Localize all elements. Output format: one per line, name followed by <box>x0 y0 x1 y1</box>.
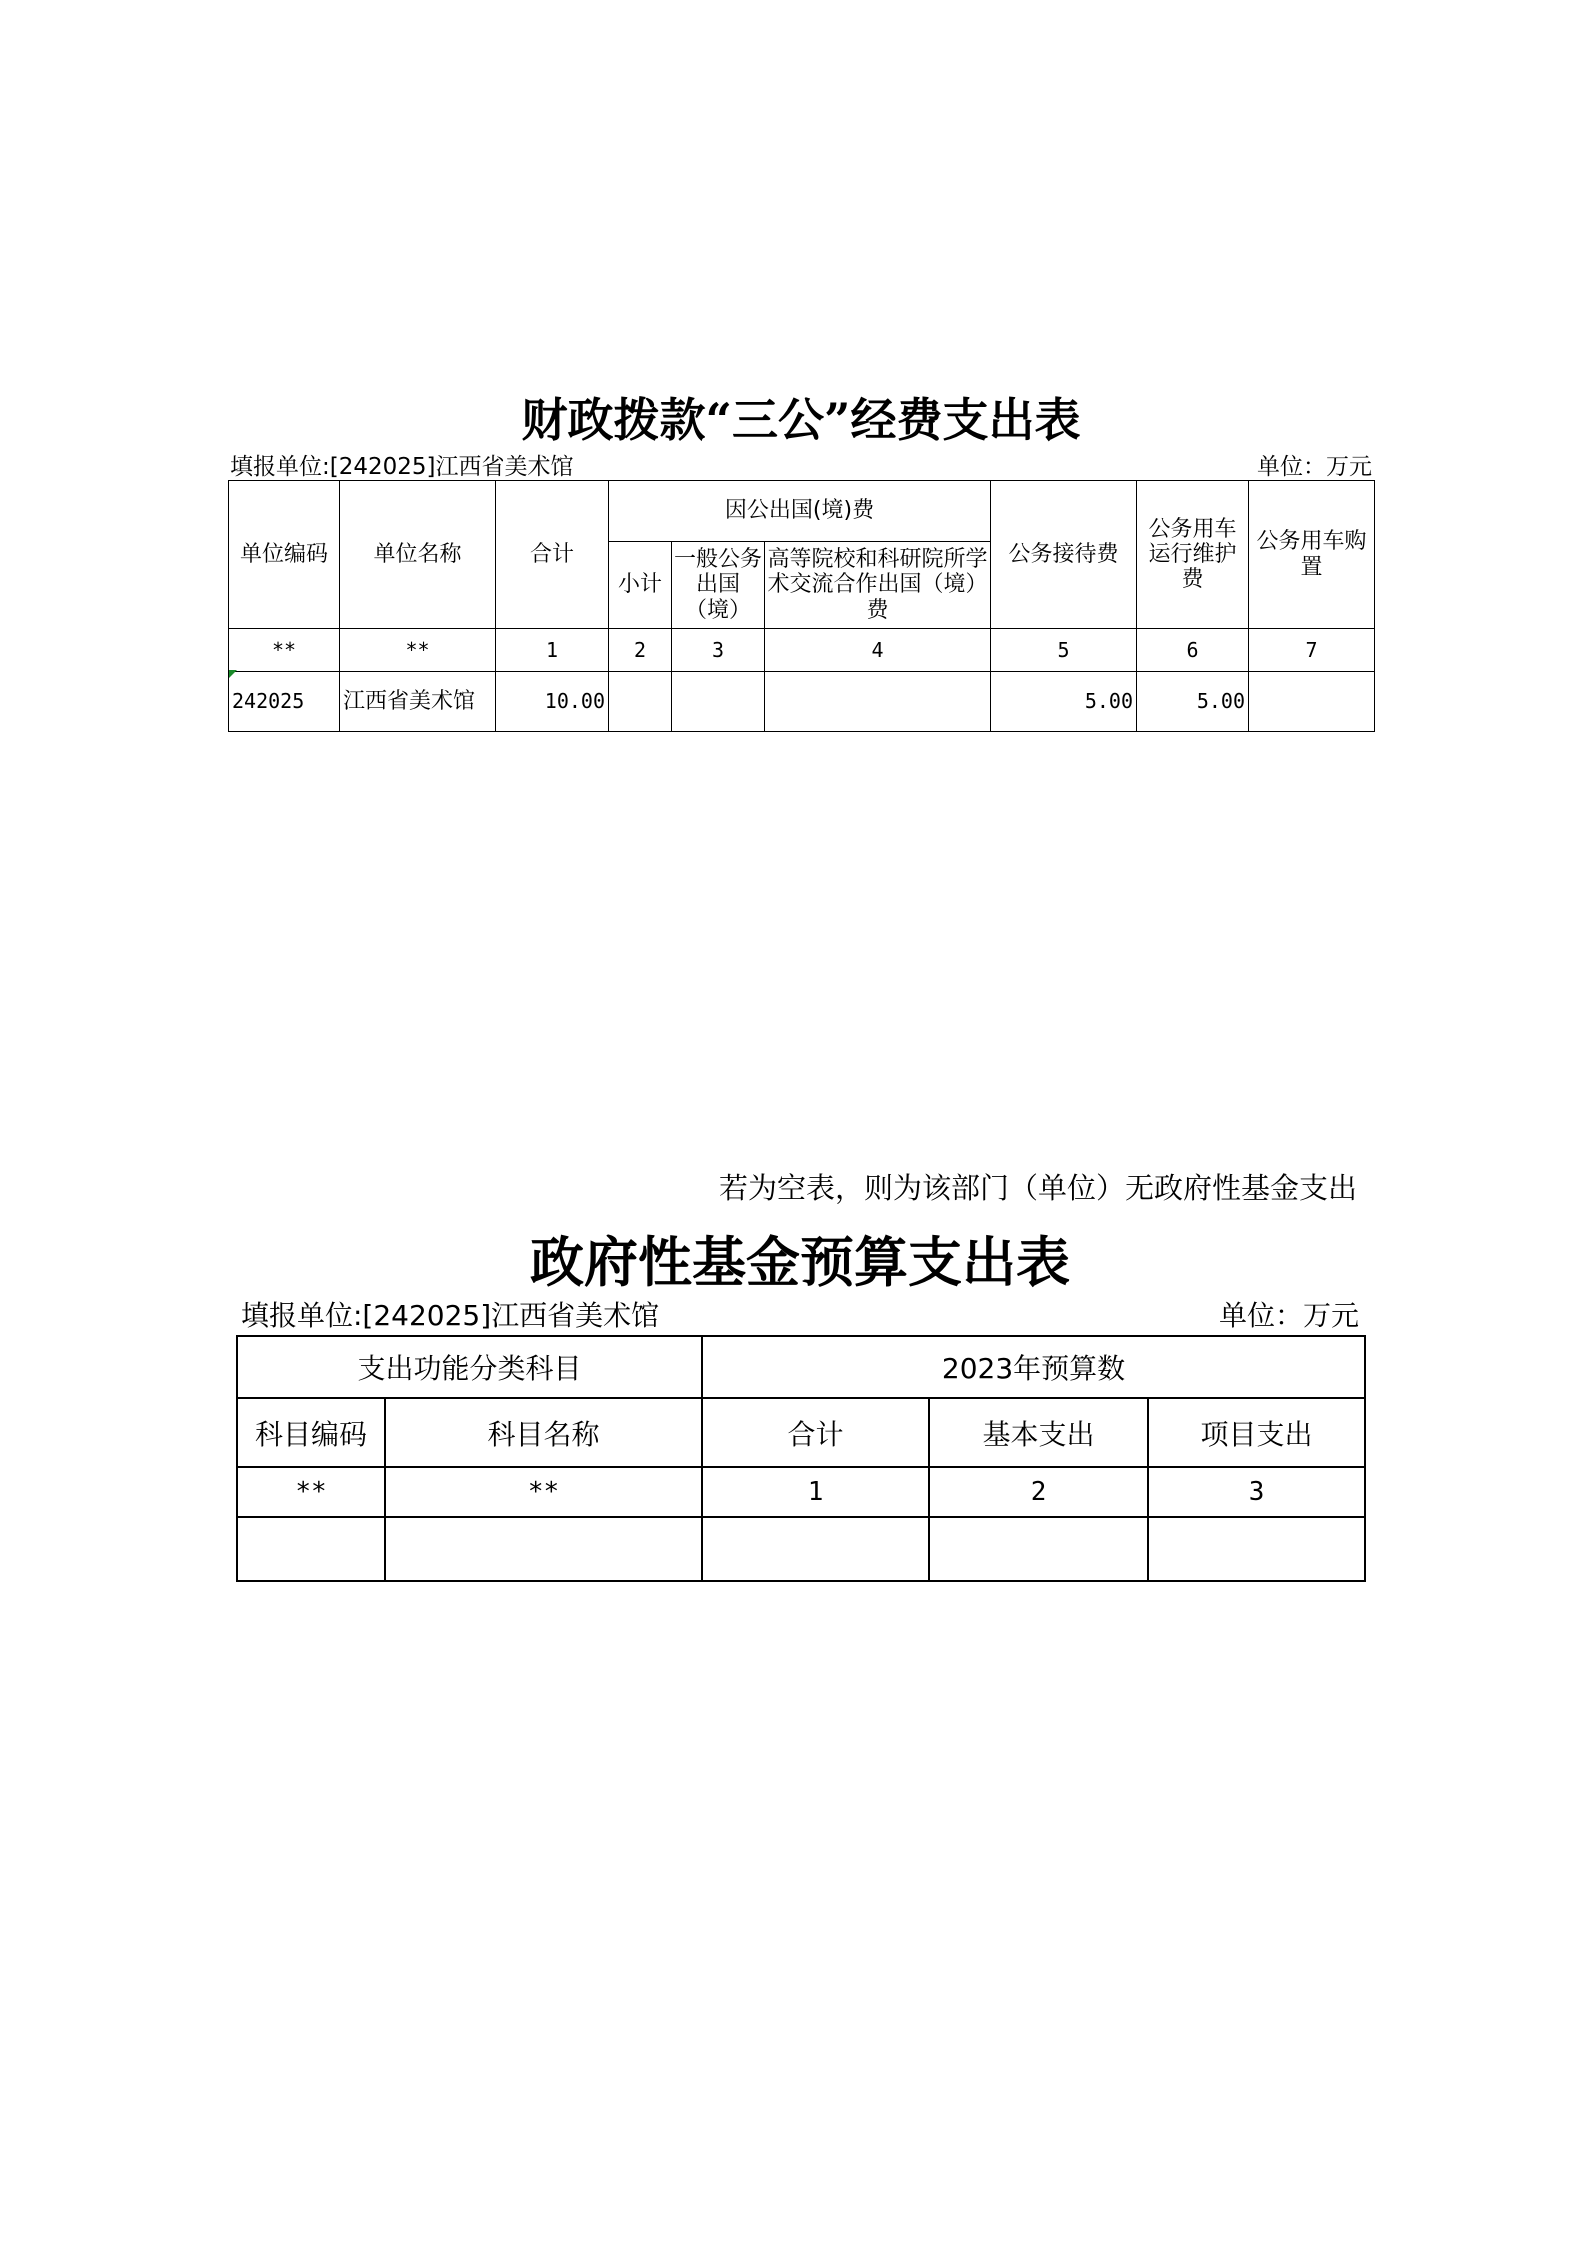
cell-comment-marker <box>229 670 237 678</box>
sangong-unit: 单位：万元 <box>1257 454 1372 480</box>
subtotal-value <box>609 672 672 732</box>
unit-name-value: 江西省美术馆 <box>340 672 496 732</box>
index-cell: ** <box>340 629 496 672</box>
academic-abroad-value <box>765 672 991 732</box>
index-cell: ** <box>385 1467 702 1517</box>
header-subtotal: 小计 <box>609 542 672 629</box>
fund-data-row <box>237 1517 1365 1581</box>
header-unit-code: 单位编码 <box>229 481 340 629</box>
header-academic-abroad: 高等院校和科研院所学术交流合作出国（境）费 <box>765 542 991 629</box>
header-fund-total: 合计 <box>702 1398 929 1467</box>
index-cell: 1 <box>496 629 609 672</box>
total-value: 10.00 <box>496 672 609 732</box>
index-cell: 3 <box>672 629 765 672</box>
index-cell: 1 <box>702 1467 929 1517</box>
fund-cell <box>929 1517 1148 1581</box>
vehicle-purchase-value <box>1249 672 1375 732</box>
index-cell: 5 <box>991 629 1137 672</box>
sangong-filler: 填报单位:[242025]江西省美术馆 <box>230 454 574 480</box>
index-cell: 3 <box>1148 1467 1365 1517</box>
fund-filler: 填报单位:[242025]江西省美术馆 <box>241 1299 660 1332</box>
sangong-table <box>228 480 1375 732</box>
fund-title: 政府性基金预算支出表 <box>530 1230 1070 1294</box>
fund-cell <box>385 1517 702 1581</box>
index-row <box>229 629 1375 672</box>
data-row <box>229 672 1375 732</box>
header-basic: 基本支出 <box>929 1398 1148 1467</box>
reception-value: 5.00 <box>991 672 1137 732</box>
header-subject-name: 科目名称 <box>385 1398 702 1467</box>
header-general-abroad: 一般公务出国（境） <box>672 542 765 629</box>
fund-index-row <box>237 1467 1365 1517</box>
sangong-title: 财政拨款“三公”经费支出表 <box>521 393 1081 447</box>
header-abroad-group: 因公出国(境)费 <box>609 481 991 542</box>
fund-cell <box>237 1517 385 1581</box>
index-cell: 2 <box>929 1467 1148 1517</box>
index-cell: ** <box>237 1467 385 1517</box>
fund-cell <box>1148 1517 1365 1581</box>
header-vehicle-purchase: 公务用车购置 <box>1249 481 1375 629</box>
index-cell: 7 <box>1249 629 1375 672</box>
header-project: 项目支出 <box>1148 1398 1365 1467</box>
header-vehicle-maintenance: 公务用车运行维护费 <box>1137 481 1249 629</box>
header-budget-group: 2023年预算数 <box>702 1336 1365 1398</box>
vehicle-maintenance-value: 5.00 <box>1137 672 1249 732</box>
fund-table <box>236 1335 1366 1582</box>
index-cell: 6 <box>1137 629 1249 672</box>
index-cell: 4 <box>765 629 991 672</box>
general-abroad-value <box>672 672 765 732</box>
header-reception: 公务接待费 <box>991 481 1137 629</box>
header-total: 合计 <box>496 481 609 629</box>
header-subject-code: 科目编码 <box>237 1398 385 1467</box>
index-cell: 2 <box>609 629 672 672</box>
header-unit-name: 单位名称 <box>340 481 496 629</box>
fund-cell <box>702 1517 929 1581</box>
empty-table-note: 若为空表，则为该部门（单位）无政府性基金支出 <box>718 1171 1357 1205</box>
fund-unit: 单位：万元 <box>1218 1299 1359 1332</box>
index-cell: ** <box>229 629 340 672</box>
unit-code-value: 242025 <box>229 672 340 732</box>
header-func-group: 支出功能分类科目 <box>237 1336 702 1398</box>
